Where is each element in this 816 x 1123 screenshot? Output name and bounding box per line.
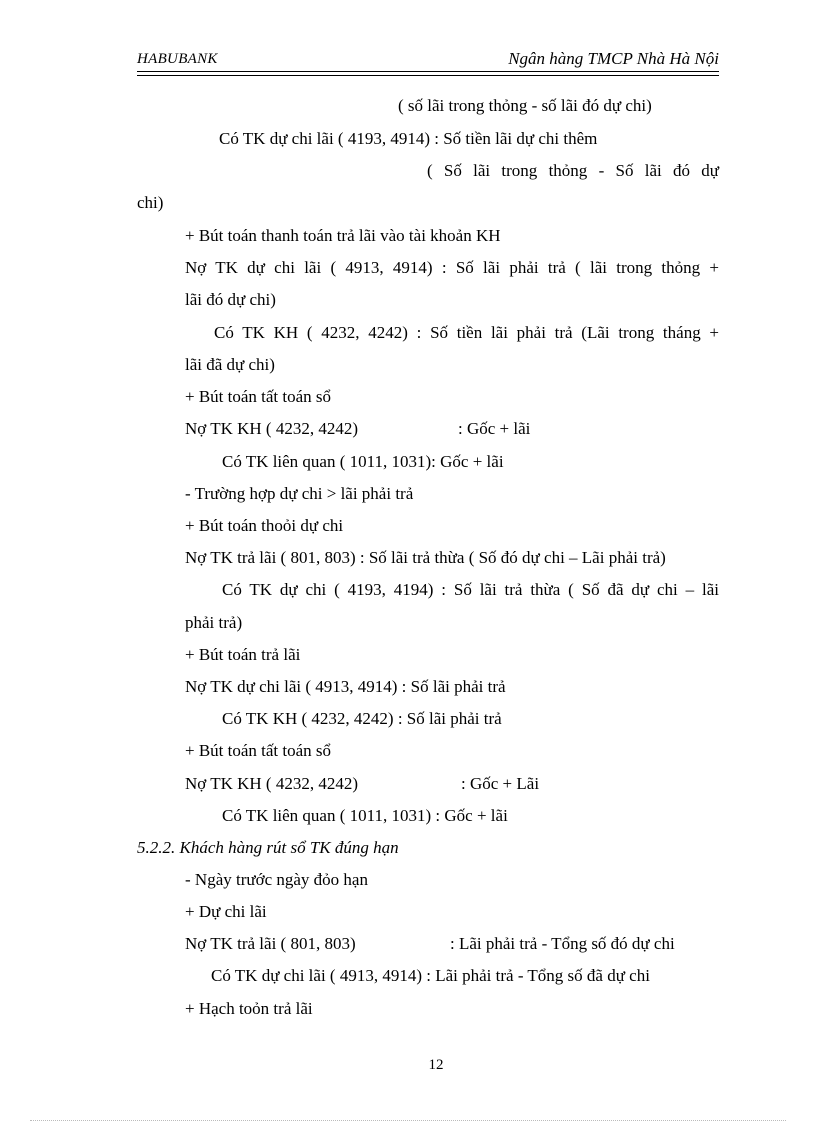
text-line: ( số lãi trong thỏng - số lãi đó dự chi) [398,96,652,115]
text-line: + Bút toán trả lãi [185,645,301,664]
text-line: + Bút toán thoỏi dự chi [185,516,344,535]
text-line: ( Số lãi trong thỏng - Số lãi đó dự [427,161,719,180]
text-line: Có TK liên quan ( 1011, 1031): Gốc + lãi [222,452,504,471]
text-line: Nợ TK dự chi lãi ( 4913, 4914) : Số lãi phải trả [185,677,506,696]
text-line: + Hạch toỏn trả lãi [185,999,313,1018]
text-line: - Trường hợp dự chi > lãi phải trả [185,484,414,503]
text-line: lãi đó dự chi) [185,290,276,309]
text-line: + Bút toán tất toán sổ [185,387,332,406]
header-left: HABUBANK [137,51,218,67]
text-line: : Lãi phải trả - Tổng số đó dự chi [450,934,675,953]
text-line: Nợ TK dự chi lãi ( 4913, 4914) : Số lãi phải trả ( lãi trong thỏng + [185,258,719,277]
text-line: Có TK dự chi lãi ( 4193, 4914) : Số tiền lãi dự chi thêm [219,129,598,148]
header-right: Ngân hàng TMCP Nhà Hà Nội [508,49,719,68]
text-line: Có TK dự chi ( 4193, 4194) : Số lãi trả thừa ( Số đã dự chi – lãi [222,580,719,599]
text-line: + Bút toán tất toán sổ [185,741,332,760]
text-line: : Gốc + Lãi [461,774,540,793]
text-line: Có TK dự chi lãi ( 4913, 4914) : Lãi phải trả - Tổng số đã dự chi [211,966,650,985]
text-line: + Dự chi lãi [185,902,267,921]
text-line: Nợ TK KH ( 4232, 4242) [185,419,358,438]
text-line: Có TK KH ( 4232, 4242) : Số tiền lãi phải trả (Lãi trong tháng + [214,323,719,342]
section-heading: 5.2.2. Khách hàng rút sổ TK đúng hạn [137,838,399,857]
header-rule-thick [137,71,719,72]
text-line: Nợ TK trả lãi ( 801, 803) : Số lãi trả thừa ( Số đó dự chi – Lãi phải trả) [185,548,666,567]
text-line: : Gốc + lãi [458,419,531,438]
text-line: Có TK liên quan ( 1011, 1031) : Gốc + lãi [222,806,508,825]
page-bottom-border [30,1120,786,1121]
text-line: Nợ TK KH ( 4232, 4242) [185,774,358,793]
page-number: 12 [428,1057,444,1073]
text-line: Nợ TK trả lãi ( 801, 803) [185,934,356,953]
header-rule-thin [137,75,719,76]
text-line: chi) [137,193,164,212]
text-line: Có TK KH ( 4232, 4242) : Số lãi phải trả [222,709,502,728]
text-line: - Ngày trước ngày đỏo hạn [185,870,368,889]
text-line: lãi đã dự chi) [185,355,275,374]
text-line: + Bút toán thanh toán trả lãi vào tài khoản KH [185,226,501,245]
text-line: phải trả) [185,613,243,632]
